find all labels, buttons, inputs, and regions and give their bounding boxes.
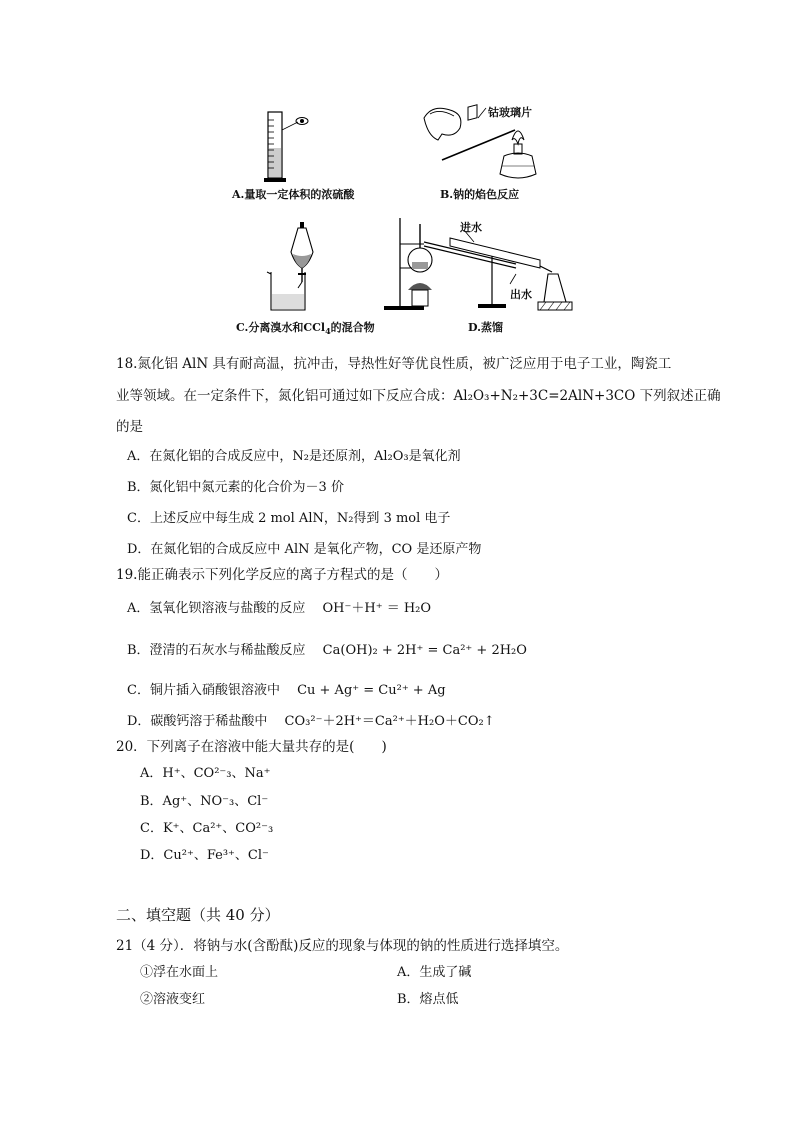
figure-b-label: 钴玻璃片 bbox=[488, 106, 532, 119]
q18-option-a: A．在氮化铝的合成反应中，N₂是还原剂，Al₂O₃是氧化剂 bbox=[127, 449, 461, 464]
q21-stem: 21（4 分）．将钠与水(含酚酞)反应的现象与体现的钠的性质进行选择填空。 bbox=[116, 938, 569, 954]
q18-option-b: B．氮化铝中氮元素的化合价为－3 价 bbox=[127, 480, 344, 495]
q21-left-1: ①浮在水面上 bbox=[140, 965, 219, 980]
q19-option-a: A．氢氧化钡溶液与盐酸的反应 OH⁻＋H⁺ ＝ H₂O bbox=[127, 601, 432, 616]
q19-option-c: C．铜片插入硝酸银溶液中 Cu + Ag⁺ = Cu²⁺ + Ag bbox=[127, 683, 446, 698]
q19-stem: 19.能正确表示下列化学反应的离子方程式的是（ ） bbox=[116, 567, 448, 583]
figure-c-caption-post: 的混合物 bbox=[330, 321, 375, 334]
figure-d-out-label: 出水 bbox=[510, 288, 532, 301]
figure-d-caption: D.蒸馏 bbox=[468, 321, 503, 334]
figure-a-caption: A.量取一定体积的浓硫酸 bbox=[232, 188, 355, 201]
q20-option-d: D．Cu²⁺、Fe³⁺、Cl⁻ bbox=[140, 848, 269, 863]
q18-option-c: C．上述反应中每生成 2 mol AlN，N₂得到 3 mol 电子 bbox=[127, 511, 451, 526]
q18-stem-line2: 业等领域。在一定条件下，氮化铝可通过如下反应合成：Al₂O₃+N₂+3C=2AlN+3CO 下列叙述正确 bbox=[116, 388, 721, 404]
q19-option-d: D．碳酸钙溶于稀盐酸中 CO₃²⁻＋2H⁺＝Ca²⁺＋H₂O＋CO₂↑ bbox=[127, 714, 495, 729]
q19-option-b: B．澄清的石灰水与稀盐酸反应 Ca(OH)₂ + 2H⁺ = Ca²⁺ + 2H₂O bbox=[127, 643, 527, 658]
q21-right-2: B．熔点低 bbox=[397, 992, 459, 1007]
q21-right-1: A．生成了碱 bbox=[397, 965, 472, 980]
q18-option-d: D．在氮化铝的合成反应中 AlN 是氧化产物，CO 是还原产物 bbox=[127, 542, 482, 557]
figure-b-caption: B.钠的焰色反应 bbox=[440, 188, 520, 201]
q20-option-a: A．H⁺、CO²⁻₃、Na⁺ bbox=[140, 766, 271, 781]
q18-stem-line3: 的是 bbox=[116, 419, 143, 435]
q21-left-2: ②溶液变红 bbox=[140, 992, 206, 1007]
figure-d-in-label: 进水 bbox=[460, 221, 482, 234]
q20-option-b: B．Ag⁺、NO⁻₃、Cl⁻ bbox=[140, 794, 269, 809]
q18-stem-line1: 18.氮化铝 AlN 具有耐高温，抗冲击，导热性好等优良性质，被广泛应用于电子工业，陶瓷工 bbox=[116, 356, 672, 372]
q20-option-c: C．K⁺、Ca²⁺、CO²⁻₃ bbox=[140, 821, 274, 836]
figure-c-caption-pre: C.分离溴水和CCl bbox=[236, 321, 326, 334]
section-heading: 二、填空题（共 40 分） bbox=[116, 906, 280, 924]
figure-c-caption bbox=[236, 319, 375, 336]
q20-stem: 20．下列离子在溶液中能大量共存的是( ) bbox=[116, 739, 387, 755]
figure-c-separatory-funnel bbox=[265, 222, 325, 314]
figure-a-cylinder bbox=[258, 108, 318, 183]
figure-c-caption-sub: 4 bbox=[325, 326, 331, 337]
